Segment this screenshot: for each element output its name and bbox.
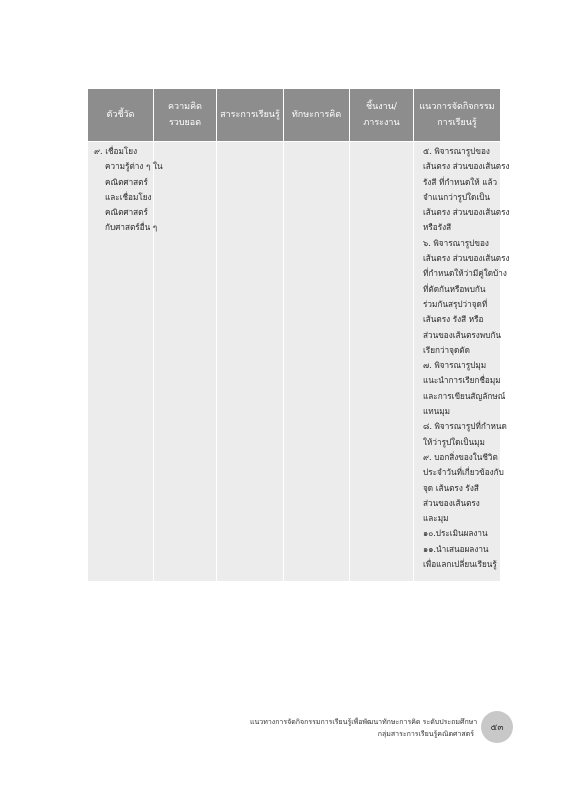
header-workpiece: ชิ้นงาน/ ภาระงาน bbox=[350, 89, 414, 141]
activity-line: ให้ว่ารูปใดเป็นมุม bbox=[423, 436, 485, 447]
activity-line: ๑๑.นำเสนอผลงาน bbox=[423, 543, 489, 554]
activity-line: ประจำวันที่เกี่ยวข้องกับ bbox=[423, 467, 504, 478]
activity-line: รังสี ที่กำหนดให้ แล้ว bbox=[423, 176, 498, 187]
activity-line: และการเขียนสัญลักษณ์ bbox=[423, 390, 506, 401]
activity-line: เส้นตรง ส่วนของเส้นตรง bbox=[423, 253, 510, 264]
activity-line: ส่วนของเส้นตรงพบกัน bbox=[423, 329, 501, 340]
activity-line: ๑๐.ประเมินผลงาน bbox=[423, 528, 488, 539]
activity-line: ๖. พิจารณารูปของ bbox=[423, 237, 489, 248]
activity-line: ๘. พิจารณารูปที่กำหนด bbox=[423, 421, 507, 432]
activity-line: เส้นตรง ส่วนของเส้นตรง bbox=[423, 161, 510, 172]
header-concept: ความคิด รวบยอด bbox=[154, 89, 217, 141]
activity-line: ที่ตัดกันหรือพบกัน bbox=[423, 283, 486, 294]
footer-book-title: แนวทางการจัดกิจกรรมการเรียนรู้เพื่อพัฒนาทักษะการคิด ระดับประถมศึกษา bbox=[250, 718, 478, 726]
cell-workpiece bbox=[350, 142, 414, 581]
activity-line: ๙. บอกสิ่งของในชีวิต bbox=[423, 451, 498, 462]
page-footer bbox=[250, 716, 478, 740]
activity-line: และมุม bbox=[423, 513, 449, 524]
curriculum-table bbox=[88, 89, 510, 581]
activity-line: เส้นตรง รังสี หรือ bbox=[423, 314, 484, 325]
header-activity: แนวการจัดกิจกรรม การเรียนรู้ bbox=[419, 102, 495, 128]
table-header-row bbox=[88, 89, 500, 141]
table-body-row bbox=[88, 142, 510, 581]
activity-line: เส้นตรง ส่วนของเส้นตรง bbox=[423, 207, 510, 218]
activity-line: หรือรังสี bbox=[423, 222, 452, 233]
indicator-line: คณิตศาสตร์ bbox=[105, 207, 148, 218]
footer-subject: กลุ่มสาระการเรียนรู้คณิตศาสตร์ bbox=[377, 730, 474, 738]
activity-line: เรียกว่าจุดตัด bbox=[423, 344, 470, 355]
activity-line: ที่กำหนดให้ว่ามีคู่ใดบ้าง bbox=[423, 268, 507, 279]
cell-activity bbox=[414, 142, 510, 581]
indicator-line: กับศาสตร์อื่น ๆ bbox=[105, 222, 158, 233]
activity-line: แทนมุม bbox=[423, 406, 451, 417]
header-thinking-skill: ทักษะการคิด bbox=[284, 89, 350, 141]
header-indicator: ตัวชี้วัด bbox=[88, 89, 154, 141]
activity-line: ๕. พิจารณารูปของ bbox=[423, 146, 490, 156]
activity-line: ส่วนของเส้นตรง bbox=[423, 497, 480, 508]
cell-content bbox=[217, 142, 284, 581]
cell-indicator bbox=[88, 142, 163, 581]
activity-line: เพื่อแลกเปลี่ยนเรียนรู้ bbox=[423, 559, 497, 570]
indicator-line: ความรู้ต่าง ๆ ใน bbox=[105, 161, 163, 172]
activity-line: แนะนำการเรียกชื่อมุม bbox=[423, 375, 501, 386]
activity-line: จุด เส้นตรง รังสี bbox=[423, 482, 479, 493]
indicator-line: ๙. เชื่อมโยง bbox=[94, 146, 138, 156]
activity-line: ๗. พิจารณารูปมุม bbox=[423, 360, 487, 371]
header-content: สาระการเรียนรู้ bbox=[217, 89, 284, 141]
cell-thinking-skill bbox=[284, 142, 350, 581]
cell-concept bbox=[154, 142, 217, 581]
activity-line: ร่วมกันสรุปว่าจุดที่ bbox=[423, 298, 488, 309]
indicator-line: และเชื่อมโยง bbox=[105, 191, 152, 202]
activity-line: จำแนกว่ารูปใดเป็น bbox=[423, 191, 490, 202]
page-number-badge: ๕๓ bbox=[481, 711, 513, 743]
indicator-line: คณิตศาสตร์ bbox=[105, 176, 148, 187]
